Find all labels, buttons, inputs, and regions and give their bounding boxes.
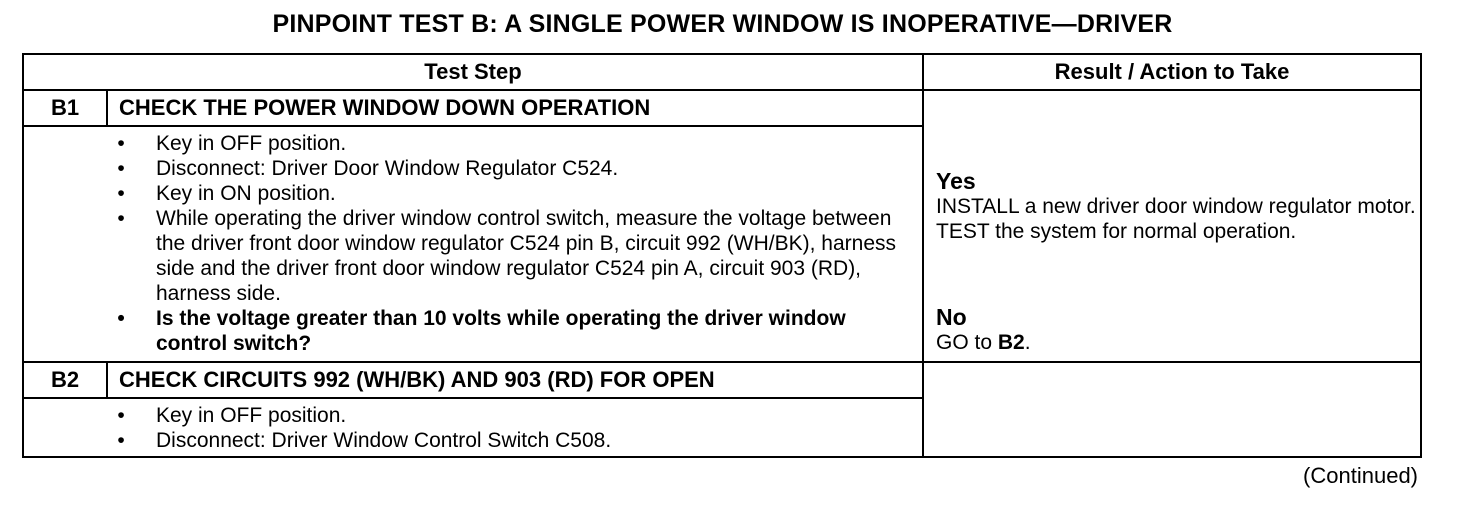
header-result: Result / Action to Take <box>1054 59 1290 84</box>
bullet-item-question: • Is the voltage greater than 10 volts while operating the driver window control switch? <box>117 307 846 355</box>
step-id-b2: B2 <box>50 367 80 392</box>
bullet-item: • Disconnect: Driver Door Window Regulator C524. <box>117 157 619 180</box>
step-title-b1: CHECK THE POWER WINDOW DOWN OPERATION <box>119 95 651 120</box>
step-title-b2: CHECK CIRCUITS 992 (WH/BK) AND 903 (RD) FOR OPEN <box>119 367 715 392</box>
b2-title-rule <box>24 397 922 399</box>
step-id-b1: B1 <box>50 95 80 120</box>
bullet-icon: • <box>117 429 125 452</box>
bullet-icon: • <box>117 404 125 427</box>
goto-step-link: B2 <box>997 331 1025 354</box>
bullet-icon: • <box>117 157 125 180</box>
result-no <box>936 304 1416 355</box>
bullet-item: • Key in OFF position. <box>117 132 347 155</box>
pinpoint-test-table <box>22 53 1422 458</box>
result-yes <box>936 168 1416 244</box>
b1-title-rule <box>24 125 922 127</box>
step-b1-bullets <box>116 131 916 356</box>
result-yes-label: Yes <box>936 168 976 194</box>
bullet-icon: • <box>117 207 125 230</box>
bullet-item: • Disconnect: Driver Window Control Switch C508. <box>117 429 612 452</box>
result-no-label: No <box>936 304 967 330</box>
bullet-icon: • <box>117 132 125 155</box>
column-divider <box>922 55 924 456</box>
bullet-icon: • <box>117 307 125 330</box>
bullet-icon: • <box>117 182 125 205</box>
bullet-item: • Key in OFF position. <box>117 404 347 427</box>
bullet-item: • Key in ON position. <box>117 182 336 205</box>
page-title: PINPOINT TEST B: A SINGLE POWER WINDOW IS INOPERATIVE—DRIVER <box>272 10 1173 38</box>
continued-label: (Continued) <box>1303 463 1418 488</box>
result-yes-text: INSTALL a new driver door window regulator motor. TEST the system for normal operation. <box>936 195 1416 243</box>
bullet-item: • While operating the driver window control switch, measure the voltage between the driver front door window regulator C524 pin B, circuit 992 (WH/BK), harness side and the driver front door window regulator C524 pin A, circuit 903 (RD), harness side. <box>117 207 896 305</box>
header-test-step: Test Step <box>424 59 522 84</box>
result-no-text: GO to B2. <box>936 331 1031 354</box>
step-b2-bullets <box>116 403 916 453</box>
